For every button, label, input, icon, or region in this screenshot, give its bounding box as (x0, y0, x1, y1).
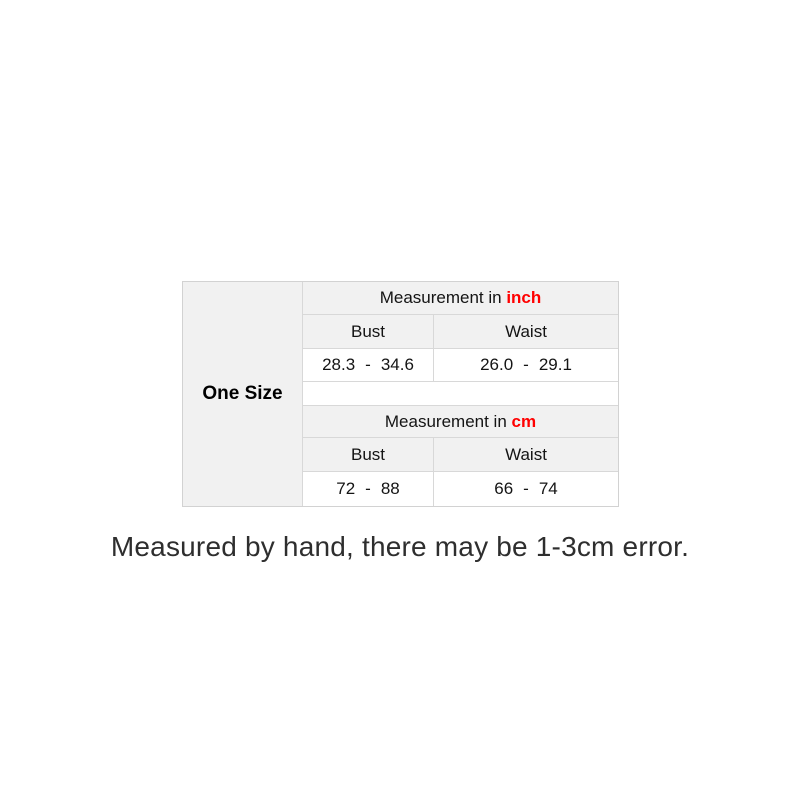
range-dash: - (365, 355, 371, 374)
inch-header-prefix: Measurement in (379, 288, 507, 307)
cm-section-header (303, 406, 618, 438)
range-dash: - (365, 479, 371, 498)
cm-bust-max: 88 (380, 479, 400, 498)
range-dash: - (523, 479, 529, 498)
inch-bust-max: 34.6 (380, 355, 414, 374)
measurement-disclaimer: Measured by hand, there may be 1-3cm error. (110, 531, 690, 562)
cm-waist-max: 74 (538, 479, 558, 498)
inch-waist-header-label: Waist (505, 321, 547, 341)
cm-waist-min: 66 (494, 479, 514, 498)
range-dash: - (523, 355, 529, 374)
inch-bust-value-cell (303, 349, 434, 382)
inch-waist-min: 26.0 (480, 355, 514, 374)
cm-bust-value-cell (303, 472, 434, 506)
cm-bust-header-label: Bust (350, 444, 386, 464)
inch-bust-min: 28.3 (322, 355, 356, 374)
size-label: One Size (202, 383, 283, 404)
inch-bust-header-label: Bust (350, 321, 386, 341)
cm-unit-label: cm (511, 411, 537, 431)
cm-bust-min: 72 (336, 479, 356, 498)
inch-unit-label: inch (506, 288, 542, 307)
inch-waist-max: 29.1 (538, 355, 572, 374)
inch-waist-value-cell (434, 349, 618, 382)
inch-waist-header (434, 315, 618, 349)
cm-header-prefix: Measurement in (384, 411, 512, 431)
size-label-cell (183, 282, 303, 506)
cm-bust-header (303, 438, 434, 472)
cm-waist-header-label: Waist (505, 444, 547, 464)
inch-bust-header (303, 315, 434, 349)
cm-waist-value-cell (434, 472, 618, 506)
size-chart-table (182, 281, 619, 507)
spacer-row (303, 382, 618, 406)
cm-waist-header (434, 438, 618, 472)
inch-section-header (303, 282, 618, 315)
